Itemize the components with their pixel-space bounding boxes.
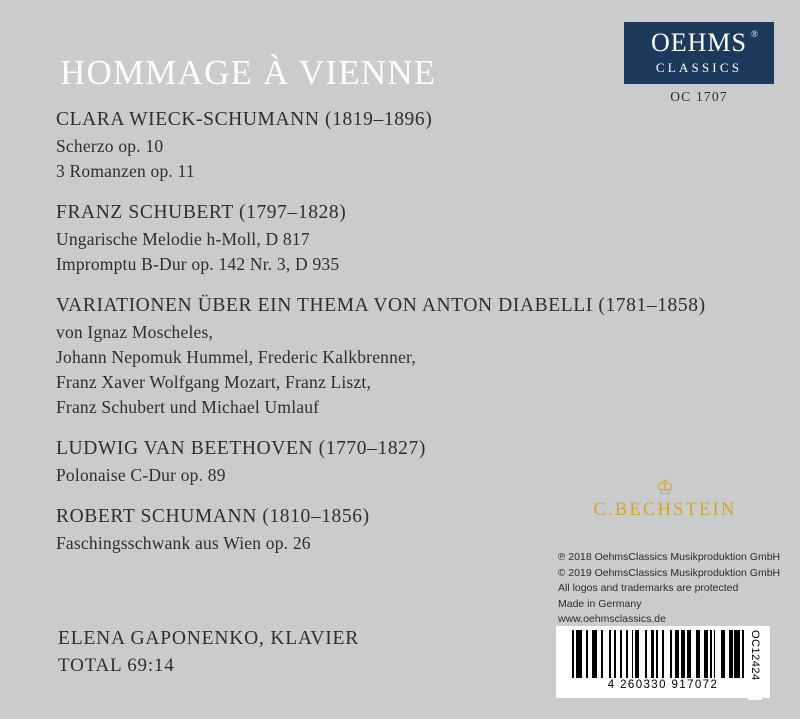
phonogram-icon: ℗ — [558, 552, 566, 563]
catalog-number: OC 1707 — [670, 89, 728, 104]
total-duration: TOTAL 69:14 — [58, 655, 175, 676]
label-name-text: OEHMS — [650, 28, 747, 57]
piece-title: Scherzo op. 10 — [56, 136, 164, 157]
label-name — [650, 28, 759, 57]
composer-heading: CLARA WIECK-SCHUMANN (1819–1896) — [56, 109, 433, 130]
legal-line-1: 2018 OehmsClassics Musikproduktion GmbH — [568, 551, 781, 563]
barcode-number: 4 260330 917072 — [607, 679, 719, 691]
label-website[interactable]: www.oehmsclassics.de — [558, 613, 666, 626]
piece-title: Johann Nepomuk Hummel, Frederic Kalkbrenner, — [56, 347, 416, 368]
legal-text — [558, 550, 788, 628]
crown-icon: ♔ — [656, 477, 674, 499]
registered-trademark-icon: ® — [751, 29, 759, 39]
piece-title: 3 Romanzen op. 11 — [56, 161, 195, 182]
legal-line-4: Made in Germany — [558, 597, 642, 610]
piece-title: Impromptu B-Dur op. 142 Nr. 3, D 935 — [56, 254, 340, 275]
bechstein-name: C.BECHSTEIN — [593, 500, 737, 520]
piece-title: Polonaise C-Dur op. 89 — [56, 464, 226, 485]
barcode-bars — [561, 630, 765, 678]
performer-name: ELENA GAPONENKO, KLAVIER — [58, 628, 360, 649]
composer-heading: VARIATIONEN ÜBER EIN THEMA VON ANTON DIABELLI (1781–1858) — [56, 294, 706, 316]
bechstein-logo — [560, 478, 770, 521]
piece-title: Ungarische Melodie h-Moll, D 817 — [56, 229, 310, 250]
legal-line-2: 2019 OehmsClassics Musikproduktion GmbH — [568, 566, 781, 579]
legal-line-copyright — [558, 566, 788, 582]
work-item — [56, 292, 796, 420]
legal-line-phono — [558, 550, 788, 566]
legal-line-3: All logos and trademarks are protected — [558, 582, 739, 595]
piece-title: Franz Schubert und Michael Umlauf — [56, 396, 320, 417]
oehms-classics-logo — [624, 22, 774, 84]
work-item — [56, 199, 796, 277]
page-title: HOMMAGE À VIENNE — [60, 53, 437, 93]
composer-heading: ROBERT SCHUMANN (1810–1856) — [56, 505, 370, 527]
piece-title: Faschingsschwank aus Wien op. 26 — [56, 532, 311, 553]
work-item — [56, 106, 796, 184]
copyright-icon: © — [558, 567, 566, 579]
piece-title: Franz Xaver Wolfgang Mozart, Franz Liszt, — [56, 371, 372, 392]
piece-title: von Ignaz Moscheles, — [56, 322, 214, 343]
side-catalog-code: OC12424 — [748, 628, 762, 700]
label-subtitle: CLASSICS — [655, 60, 743, 75]
performer-block — [58, 628, 359, 677]
composer-heading: FRANZ SCHUBERT (1797–1828) — [56, 201, 347, 223]
composer-heading: LUDWIG VAN BEETHOVEN (1770–1827) — [56, 437, 426, 459]
barcode — [556, 626, 770, 698]
